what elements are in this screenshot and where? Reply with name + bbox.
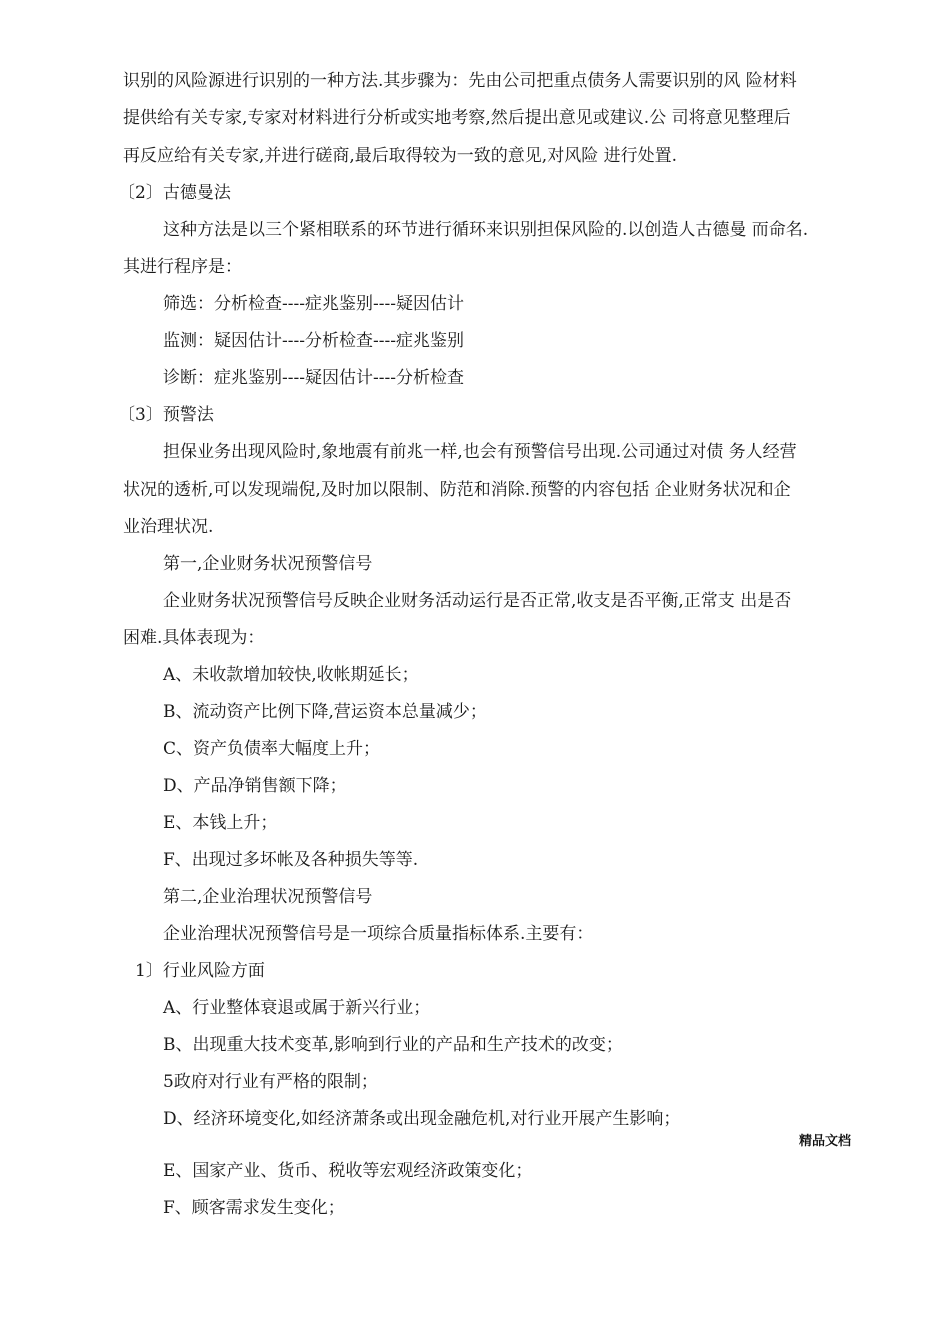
section-heading: 1〕行业风险方面 — [135, 961, 265, 981]
list-item: D、产品净销售额下降； — [163, 776, 347, 796]
list-item: F、顾客需求发生变化； — [163, 1198, 345, 1218]
watermark-label: 精品文档 — [799, 1134, 852, 1149]
text-line: 识别的风险源进行识别的一种方法.其步骤为：先由公司把重点债务人需要识别的风 险材料 — [123, 71, 797, 91]
subheading: 第一,企业财务状况预警信号 — [163, 554, 373, 574]
list-item: D、经济环境变化,如经济萧条或出现金融危机,对行业开展产生影响； — [163, 1109, 681, 1129]
text-line: 这种方法是以三个紧相联系的环节进行循环来识别担保风险的.以创造人古德曼 而命名. — [163, 220, 809, 240]
text-line: 企业治理状况预警信号是一项综合质量指标体系.主要有： — [163, 924, 594, 944]
text-line: 企业财务状况预警信号反映企业财务活动运行是否正常,收支是否平衡,正常支 出是否 — [163, 591, 792, 611]
list-item: C、资产负债率大幅度上升； — [163, 739, 381, 759]
section-heading: 〔2〕古德曼法 — [118, 183, 231, 203]
text-line: 担保业务出现风险时,象地震有前兆一样,也会有预警信号出现.公司通过对债 务人经营 — [163, 442, 797, 462]
text-line: 再反应给有关专家,并进行磋商,最后取得较为一致的意见,对风险 进行处置. — [123, 146, 678, 166]
list-item: 5政府对行业有严格的限制； — [163, 1072, 378, 1092]
list-item: 筛选：分析检查----症兆鉴别----疑因估计 — [163, 294, 464, 314]
text-line: 状况的透析,可以发现端倪,及时加以限制、防范和消除.预警的内容包括 企业财务状况和企 — [123, 480, 791, 500]
section-heading: 〔3〕预警法 — [118, 405, 214, 425]
list-item: B、出现重大技术变革,影响到行业的产品和生产技术的改变； — [163, 1035, 623, 1055]
text-line: 业治理状况. — [123, 517, 214, 537]
text-line: 困难.具体表现为： — [123, 628, 265, 648]
list-item: 监测：疑因估计----分析检查----症兆鉴别 — [163, 331, 464, 351]
list-item: 诊断：症兆鉴别----疑因估计----分析检查 — [163, 368, 464, 388]
list-item: A、未收款增加较快,收帐期延长； — [163, 665, 419, 685]
list-item: E、本钱上升； — [163, 813, 278, 833]
list-item: A、行业整体衰退或属于新兴行业； — [163, 998, 431, 1018]
list-item: F、出现过多坏帐及各种损失等等. — [163, 850, 419, 870]
list-item: B、流动资产比例下降,营运资本总量减少； — [163, 702, 487, 722]
text-line: 其进行程序是： — [123, 257, 242, 277]
subheading: 第二,企业治理状况预警信号 — [163, 887, 373, 907]
text-line: 提供给有关专家,专家对材料进行分析或实地考察,然后提出意见或建议.公 司将意见整理后 — [123, 108, 791, 128]
list-item: E、国家产业、货币、税收等宏观经济政策变化； — [163, 1161, 533, 1181]
